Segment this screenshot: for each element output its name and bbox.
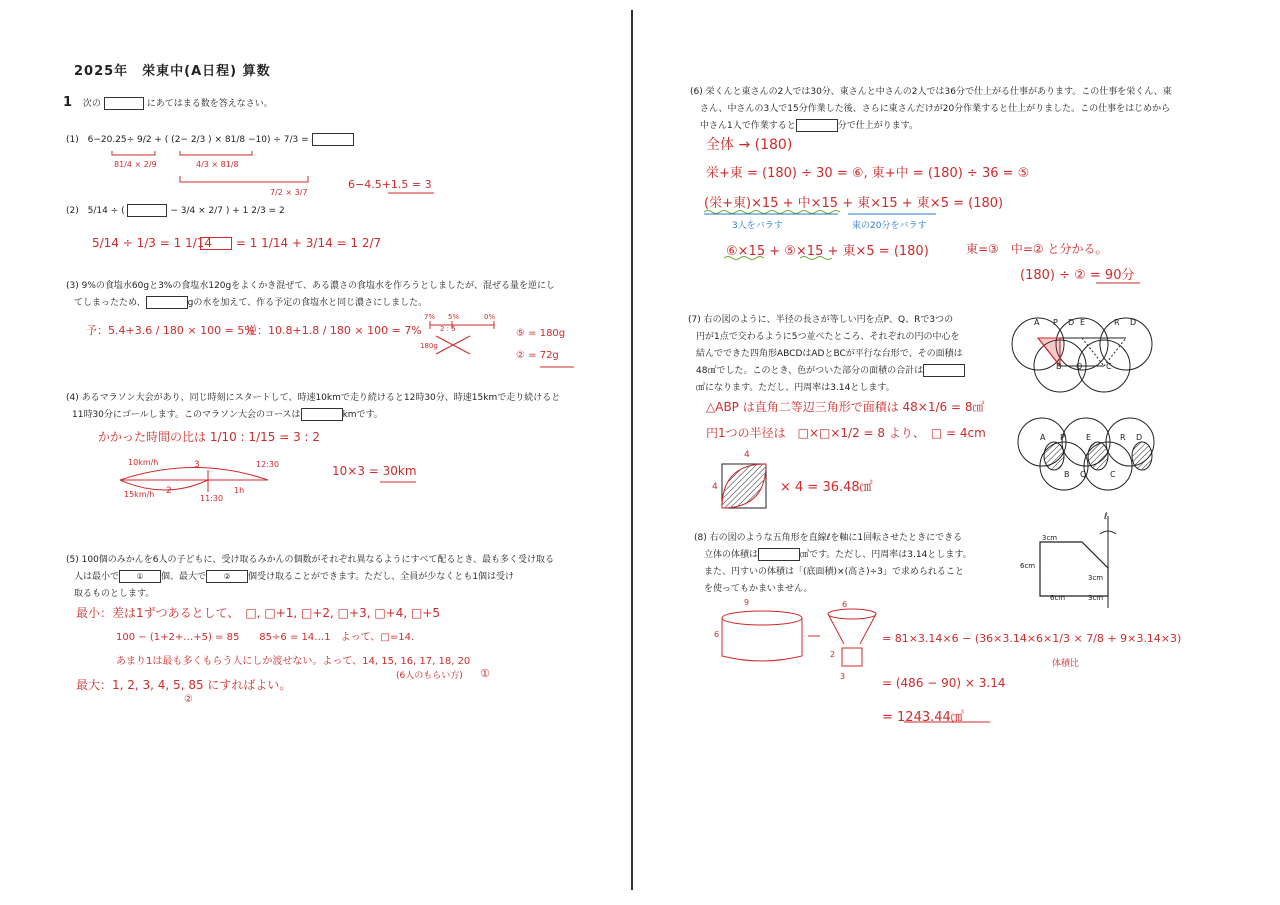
q8-text2a: 立体の体積は: [704, 550, 759, 560]
q5-label: (5): [66, 555, 79, 565]
q7-fig1-D2: D: [1130, 318, 1137, 327]
q3-diag-0: 0%: [484, 313, 496, 321]
q7-fig1-Q: Q: [1076, 362, 1083, 371]
q7-fig1-P: P: [1053, 318, 1058, 327]
q7-fig1-D: D: [1068, 318, 1075, 327]
q3-hw-r2: ② = 72g: [516, 350, 559, 361]
q7-text4a: 48㎠でした。このとき、色がついた部分の面積の合計は: [696, 366, 924, 376]
q7-label: (7): [688, 315, 701, 325]
q7-fig2-E: E: [1086, 433, 1092, 442]
q3-diag-left: 180g: [420, 342, 438, 350]
q6-text3b: 分で仕上がります。: [837, 121, 919, 131]
q1-hw-b: 4/3 × 81/8: [196, 160, 239, 169]
q5-hw-max2: 最大：1, 2, 3, 4, 5, 85 にすればよい。: [76, 678, 292, 692]
q4-hw-1130: 11:30: [200, 494, 224, 503]
q8-text2b: ㎤です。ただし、円周率は3.14とします。: [800, 550, 972, 560]
q2-hw-a: 5/14 ÷ 1/3 = 1 1/14: [92, 236, 213, 250]
page-title: 2025年 栄東中(A日程) 算数: [74, 64, 271, 79]
q8-text3: また、円すいの体積は「(底面積)×(高さ)÷3」で求められること: [704, 567, 964, 577]
q7-fig1-R: R: [1114, 318, 1120, 327]
q4-text2b: kmです。: [342, 410, 383, 420]
q3-label: (3): [66, 281, 79, 291]
q7-text3: 結んでできた四角形ABCDはADとBCが平行な台形で、その面積は: [696, 349, 963, 359]
q8-hw2: = (486 − 90) × 3.14: [882, 676, 1006, 690]
q8-hw-9: 9: [744, 598, 750, 607]
q6-hw5: (180) ÷ ② = 90分: [1020, 268, 1135, 283]
q4-hw-3: 3: [194, 460, 200, 470]
q8-fig-axis-label: ℓ: [1104, 512, 1108, 522]
q5-text3: 取るものとします。: [74, 589, 155, 599]
q3-diag-ratio: 2 : 5: [440, 325, 456, 333]
q3-diag-7: 7%: [424, 313, 436, 321]
q3-hw-b: 逆：10.8+1.8 / 180 × 100 = 7%: [246, 324, 422, 337]
q7-fig1-C: C: [1106, 362, 1112, 371]
q6-text1: 栄くんと東さんの2人では30分、東さんと中さんの2人では36分で仕上がる仕事があります。この仕事を栄くん、東: [705, 87, 1172, 97]
q8-label: (8): [694, 533, 707, 543]
q8-fig-3cm-bottom: 3cm: [1088, 594, 1104, 602]
q7-fig2-Q: Q: [1080, 470, 1087, 479]
q8-hw-3: 3: [840, 672, 846, 681]
q7-fig2-B: B: [1064, 470, 1070, 479]
prompt-post: にあてはまる数を答えなさい。: [146, 99, 273, 109]
q7-fig2-A: A: [1040, 433, 1046, 442]
q8-text1: 右の図のような五角形を直線ℓを軸に1回転させたときにできる: [709, 533, 963, 543]
q8-hw1: = 81×3.14×6 − (36×3.14×6×1/3 × 7/8 + 9×3.14×3): [882, 632, 1182, 645]
q4-hw-2: 2: [166, 486, 172, 496]
q6-hw2: 栄+東 = (180) ÷ 30 = ⑥, 東+中 = (180) ÷ 36 = ⑤: [706, 166, 1030, 181]
q5-hw-c2: ②: [184, 694, 193, 705]
q7-fig1-A: A: [1034, 318, 1040, 327]
q4-hw-1230: 12:30: [256, 460, 280, 469]
q3-hw-r1: ⑤ = 180g: [516, 328, 566, 339]
q8-fig-6cm-left: 6cm: [1020, 562, 1036, 570]
q5-box1: ①: [119, 570, 161, 583]
q1-hw-c: 7/2 × 3/7: [270, 188, 308, 197]
q8-hw-2: 2: [830, 650, 836, 659]
q3-text2b: gの水を加えて、作る予定の食塩水と同じ濃さにしました。: [187, 298, 428, 308]
q6-label: (6): [690, 87, 703, 97]
q7-text1: 右の図のように、半径の長さが等しい円を点P、Q、Rで3つの: [703, 315, 954, 325]
q6-hw3-note1: 3人をバラす: [732, 221, 783, 231]
q3-text2a: てしまったため、: [74, 298, 146, 308]
prompt-pre: 次の: [82, 99, 101, 109]
q7-fig1-E: E: [1080, 318, 1086, 327]
q5-box2: ②: [206, 570, 248, 583]
q6-hw4: ⑥×15 + ⑤×15 + 東×5 = (180): [726, 244, 929, 259]
q5-text1: 100個のみかんを6人の子どもに、受け取るみかんの個数がそれぞれ異なるようにすべて配るとき、最も多く受け取る: [81, 555, 554, 565]
q4-text2a: 11時30分にゴールします。このマラソン大会のコースは: [72, 410, 301, 420]
q7-hw1: △ABP は直角二等辺三角形で面積は 48×1/6 = 8㎠: [706, 400, 985, 414]
q5-hw-min2: 100 − (1+2+…+5) = 85 85÷6 = 14…1 よって、□=14.: [116, 632, 415, 643]
section-number: 1: [63, 95, 73, 110]
q7-fig1-B: B: [1056, 362, 1062, 371]
q4-hw-answer: 10×3 = 30km: [332, 464, 417, 478]
q5-text2c: 個受け取ることができます。ただし、全員が少なくとも1個は受け: [248, 572, 515, 582]
q6-text2: さん、中さんの3人で15分作業した後、さらに東さんだけが20分作業すると仕上がりました。この仕事をはじめから: [700, 104, 1171, 114]
q8-hw1-note: 体積比: [1052, 659, 1080, 669]
q1-label: (1): [66, 135, 79, 145]
q7-hw2: 円1つの半径は □×□×1/2 = 8 より、 □ = 4cm: [706, 426, 986, 440]
q8-fig-3cm-right: 3cm: [1088, 574, 1104, 582]
q6-hw3: (栄+東)×15 + 中×15 + 東×15 + 東×5 = (180): [704, 196, 1004, 211]
q2-label: (2): [66, 206, 79, 216]
q2-hw-b: = 1 1/14 + 3/14 = 1 2/7: [235, 236, 382, 250]
q7-hw-side-left: 4: [712, 482, 718, 492]
q5-hw-min: 最小：差は1ずつあるとして、 □, □+1, □+2, □+3, □+4, □+5: [76, 606, 441, 620]
q3-diag-5: 5%: [448, 313, 460, 321]
q2-expr-b: − 3/4 × 2/7 ) + 1 2/3 = 2: [170, 206, 285, 216]
q1-hw-answer: 6−4.5+1.5 = 3: [348, 178, 432, 191]
q7-text2: 円が1点で交わるように5つ並べたところ、それぞれの円の中心を: [696, 332, 960, 342]
q8-hw3: = 1243.44㎤: [882, 710, 964, 725]
q7-fig2-P: P: [1060, 433, 1065, 442]
q8-text4: を使ってもかまいません。: [704, 584, 813, 594]
q8-fig-6cm-bottom: 6cm: [1050, 594, 1066, 602]
q7-fig2-D: D: [1136, 433, 1143, 442]
q3-text1: 9%の食塩水60gと3%の食塩水120gをよくかき混ぜて、ある濃さの食塩水を作ろうとしましたが、混ぜる量を逆にし: [81, 281, 556, 291]
q7-hw3: × 4 = 36.48㎠: [780, 480, 873, 495]
q4-hw-10: 10km/h: [128, 458, 159, 467]
q5-hw-max1: あまり1は最も多くもらう人にしか渡せない。よって、14, 15, 16, 17, 18, 20: [116, 656, 471, 667]
q7-hw-side-top: 4: [744, 450, 750, 460]
q4-hw-1h: 1h: [234, 486, 245, 495]
q7-text5: ㎠になります。ただし、円周率は3.14とします。: [696, 383, 895, 393]
q8-fig-3cm-top: 3cm: [1042, 534, 1058, 542]
q8-hw-6b: 6: [842, 600, 848, 609]
q4-text1: あるマラソン大会があり、同じ時刻にスタートして、時速10kmで走り続けると12時30分、時速15kmで走り続けると: [81, 393, 561, 403]
q6-hw1: 全体 → (180): [706, 137, 793, 153]
q5-hw-c1: ①: [480, 667, 490, 680]
q5-text2a: 人は最小で: [74, 572, 120, 582]
q7-fig2-C: C: [1110, 470, 1116, 479]
q1-hw-a: 81/4 × 2/9: [114, 160, 157, 169]
q4-hw-15: 15km/h: [124, 490, 155, 499]
q7-fig2-R: R: [1120, 433, 1126, 442]
q6-hw3-note2: 東の20分をバラす: [852, 221, 927, 231]
q2-expr-a: 5/14 ÷ (: [87, 206, 125, 216]
q1-expression: 6−20.25÷ 9/2 + ( (2− 2/3 ) × 81/8 −10) ÷ 7/3 =: [87, 135, 309, 145]
q6-text3a: 中さん1人で作業すると: [700, 121, 796, 131]
q5-text2b: 個、最大で: [161, 572, 207, 582]
q4-label: (4): [66, 393, 79, 403]
q6-hw4b: 東=③ 中=② と分かる。: [966, 242, 1108, 256]
q5-hw-max1b: (6人のもらい方): [396, 671, 463, 681]
q3-hw-a: 予：5.4+3.6 / 180 × 100 = 5%: [86, 324, 255, 337]
q8-hw-6: 6: [714, 630, 720, 639]
q4-hw-ratio: かかった時間の比は 1/10 : 1/15 = 3 : 2: [98, 430, 321, 444]
